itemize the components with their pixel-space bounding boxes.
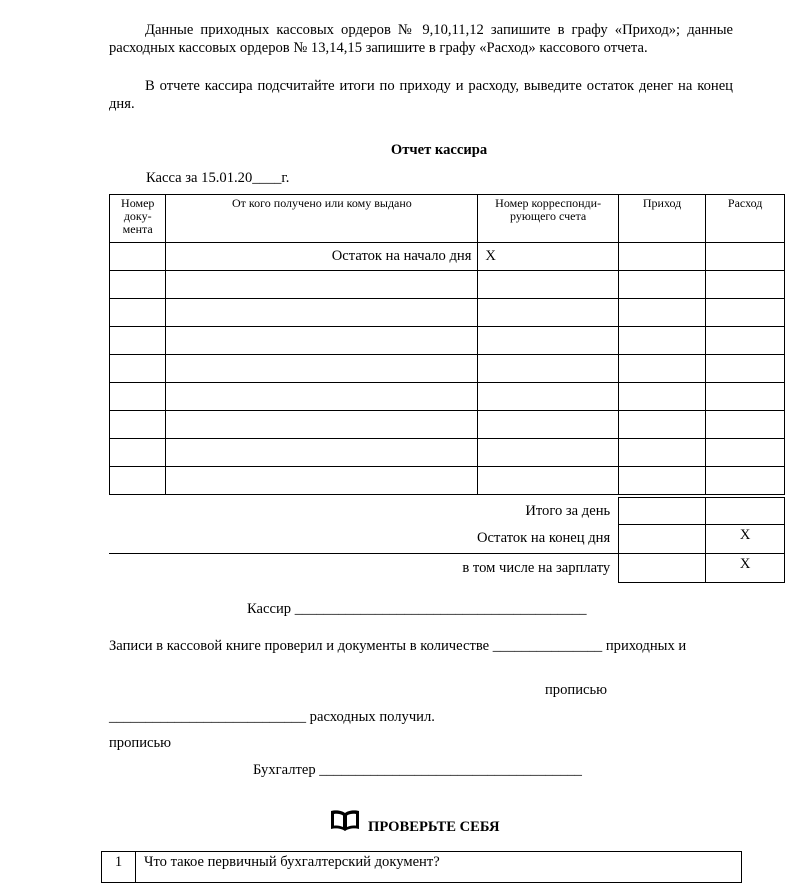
table-cell bbox=[706, 243, 785, 271]
self-check-title: ПРОВЕРЬТЕ СЕБЯ bbox=[368, 819, 500, 835]
cash-report-table bbox=[109, 194, 785, 495]
in-words-label-2: прописью bbox=[109, 735, 172, 751]
table-cell bbox=[618, 243, 705, 271]
instruction-paragraph-2: В отчете кассира подсчитайте итоги по приходу и расходу, выведите остаток денег на конец дня. bbox=[109, 78, 733, 112]
cashier-signature: Кассир ________________________________________ bbox=[247, 601, 587, 617]
table-header-row bbox=[110, 195, 785, 243]
table-row bbox=[110, 411, 785, 439]
cash-date-line: Касса за 15.01.20____г. bbox=[146, 170, 290, 186]
opening-balance-row bbox=[110, 243, 785, 271]
accountant-signature: Бухгалтер ____________________________________ bbox=[253, 762, 582, 778]
table-cell bbox=[110, 243, 166, 271]
question-number: 1 bbox=[102, 852, 136, 882]
table-row bbox=[110, 355, 785, 383]
totals-table bbox=[109, 497, 785, 583]
closing-balance-row bbox=[109, 525, 785, 554]
report-title: Отчет кассира bbox=[390, 142, 488, 158]
opening-account-mark: Х bbox=[478, 243, 618, 271]
salary-row bbox=[109, 554, 785, 583]
salary-income bbox=[619, 554, 706, 583]
day-total-row bbox=[109, 498, 785, 525]
table-row bbox=[110, 467, 785, 495]
col-from-whom: От кого получено или кому выдано bbox=[166, 195, 478, 243]
closing-income bbox=[619, 525, 706, 554]
table-row bbox=[110, 327, 785, 355]
col-account: Номер корреспонди-рующего счета bbox=[478, 195, 618, 243]
table-row bbox=[110, 271, 785, 299]
question-text: Что такое первичный бухгалтерский документ? bbox=[144, 854, 440, 870]
closing-balance-label: Остаток на конец дня bbox=[109, 525, 619, 554]
check-line: Записи в кассовой книге проверил и документы в количестве _______________ приходных и bbox=[109, 638, 687, 654]
closing-mark: Х bbox=[706, 525, 785, 554]
col-doc-number: Номер доку-мента bbox=[110, 195, 166, 243]
day-total-label: Итого за день bbox=[525, 502, 611, 519]
day-total-income bbox=[619, 498, 706, 525]
col-expense: Расход bbox=[706, 195, 785, 243]
table-row bbox=[110, 383, 785, 411]
salary-mark: Х bbox=[706, 554, 785, 583]
table-row bbox=[110, 299, 785, 327]
col-income: Приход bbox=[618, 195, 705, 243]
open-book-icon bbox=[330, 808, 360, 837]
self-check-table bbox=[101, 851, 742, 883]
opening-balance-label: Остаток на начало дня bbox=[166, 243, 478, 271]
day-total-expense bbox=[706, 498, 785, 525]
in-words-label-1: прописью bbox=[545, 682, 608, 698]
instruction-paragraph-1: Данные приходных кассовых ордеров № 9,10,11,12 запишите в графу «Приход»; данные расходных кассовых ордеров № 13,14,15 запишите в графу «Расход» кассового отчета. bbox=[109, 22, 733, 56]
salary-label: в том числе на зарплату bbox=[462, 559, 611, 576]
table-row bbox=[110, 439, 785, 467]
expense-received-line: ___________________________ расходных получил. bbox=[109, 709, 435, 725]
